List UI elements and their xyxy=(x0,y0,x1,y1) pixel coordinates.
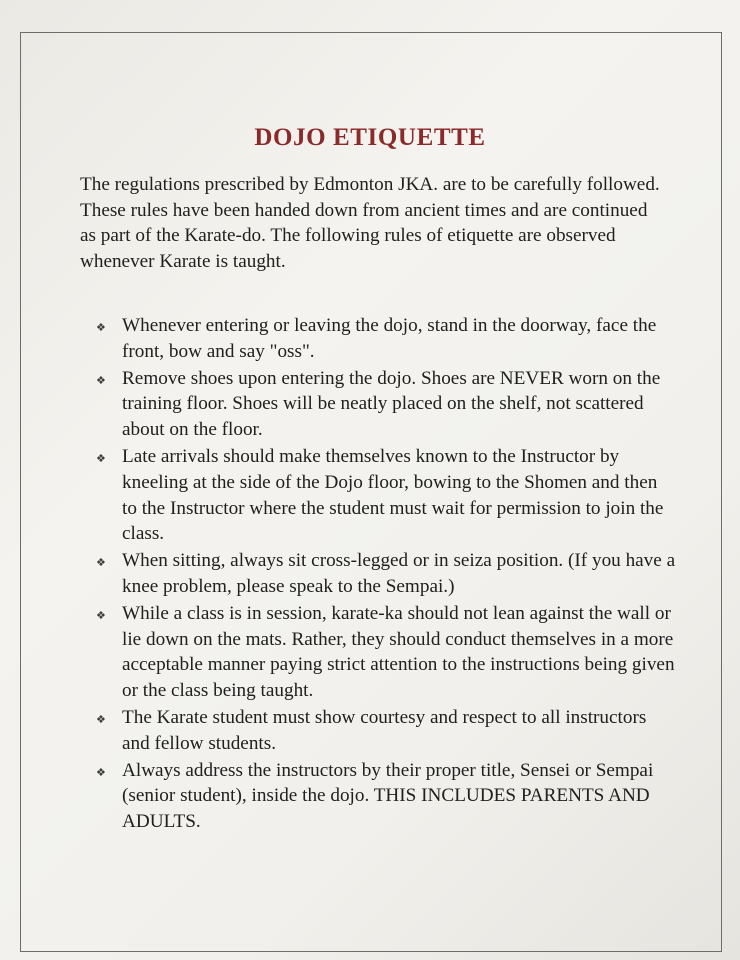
diamond-bullet-icon: ❖ xyxy=(96,322,106,334)
page-title: DOJO ETIQUETTE xyxy=(254,124,486,151)
rule-text: While a class is in session, karate-ka should not lean against the wall or lie down on the mats. Rather, they should conduct themselves in a more acceptable manner paying strict attention to the instructions being given or the class being taught. xyxy=(122,602,675,702)
list-item xyxy=(96,601,676,704)
diamond-bullet-icon: ❖ xyxy=(96,766,106,779)
diamond-bullet-icon: ❖ xyxy=(96,374,106,387)
rule-text: When sitting, always sit cross-legged or in seiza position. (If you have a knee problem, please speak to the Sempai.) xyxy=(122,550,676,597)
rule-text: Whenever entering or leaving the dojo, stand in the doorway, face the front, bow and say "oss". xyxy=(122,315,657,362)
rules-list xyxy=(96,313,676,836)
list-item xyxy=(96,705,676,757)
rule-text: Remove shoes upon entering the dojo. Shoes are NEVER worn on the training floor. Shoes will be neatly placed on the shelf, not scattered about on the floor. xyxy=(122,367,661,441)
rule-text: Always address the instructors by their proper title, Sensei or Sempai (senior student), inside the dojo. THIS INCLUDES PARENTS AND ADULTS. xyxy=(122,759,654,833)
intro-paragraph: The regulations prescribed by Edmonton JKA. are to be carefully followed. These rules have been handed down from ancient times and are continued as part of the Karate-do. The following rules of etiquette are observed whenever Karate is taught. xyxy=(80,174,660,272)
diamond-bullet-icon: ❖ xyxy=(96,609,106,622)
list-item xyxy=(96,548,676,600)
diamond-bullet-icon: ❖ xyxy=(96,452,106,465)
rule-text: The Karate student must show courtesy and respect to all instructors and fellow students. xyxy=(122,706,647,754)
rule-text: Late arrivals should make themselves known to the Instructor by kneeling at the side of the Dojo floor, bowing to the Shomen and then to the Instructor where the student must wait for permission to join the class. xyxy=(122,445,664,545)
diamond-bullet-icon: ❖ xyxy=(96,713,106,726)
list-item xyxy=(96,313,676,365)
list-item xyxy=(96,366,676,443)
diamond-bullet-icon: ❖ xyxy=(96,557,106,570)
list-item xyxy=(96,444,676,547)
list-item xyxy=(96,758,676,835)
